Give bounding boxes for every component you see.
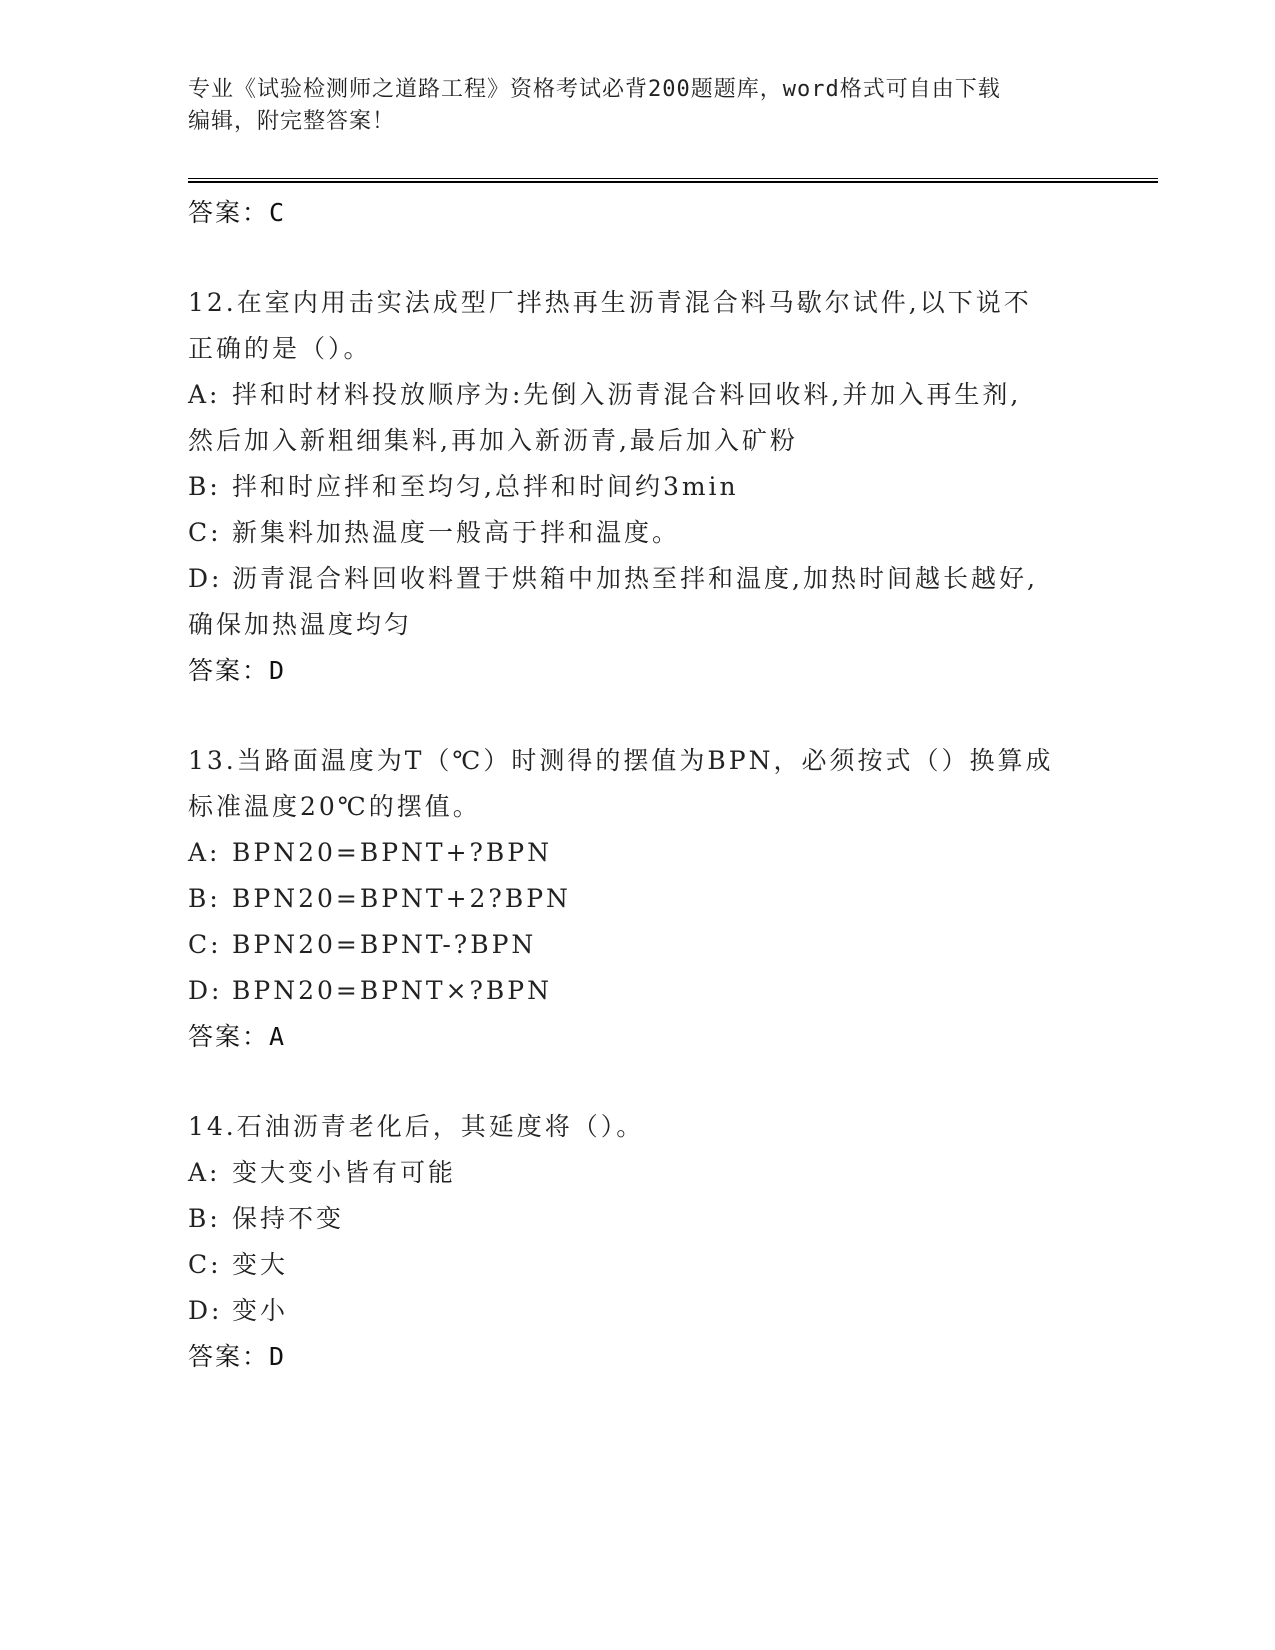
option-key: A: bbox=[188, 838, 221, 867]
option-c bbox=[188, 922, 1088, 968]
option-key: C: bbox=[188, 930, 222, 959]
question-14 bbox=[188, 1104, 1088, 1380]
option-a bbox=[188, 372, 1088, 464]
option-text: 新集料加热温度一般高于拌和温度。 bbox=[232, 518, 681, 547]
option-a bbox=[188, 1150, 1088, 1196]
option-text: 变大 bbox=[232, 1250, 289, 1279]
option-b bbox=[188, 876, 1088, 922]
option-key: C: bbox=[188, 518, 222, 547]
option-text: 沥青混合料回收料置于烘箱中加热至拌和温度,加热时间越长越好, bbox=[232, 564, 1038, 593]
option-key: C: bbox=[188, 1250, 222, 1279]
question-13 bbox=[188, 738, 1088, 1060]
question-stem-line: 14.石油沥青老化后，其延度将（）。 bbox=[188, 1112, 645, 1141]
option-key: D: bbox=[188, 564, 223, 593]
option-c bbox=[188, 510, 1088, 556]
header-line-1: 专业《试验检测师之道路工程》资格考试必背200题题库，word格式可自由下载 bbox=[188, 77, 1001, 102]
question-12 bbox=[188, 280, 1088, 694]
option-a bbox=[188, 830, 1088, 876]
option-key: A: bbox=[188, 380, 221, 409]
option-text: 保持不变 bbox=[232, 1204, 345, 1233]
option-text: BPN20=BPNT+?BPN bbox=[232, 838, 552, 867]
answer-13: 答案：A bbox=[188, 1022, 287, 1051]
option-text: 变小 bbox=[232, 1296, 289, 1325]
option-key: B: bbox=[188, 884, 221, 913]
question-stem-line: 12.在室内用击实法成型厂拌热再生沥青混合料马歇尔试件,以下说不 bbox=[188, 288, 1032, 317]
header-line-2: 编辑，附完整答案！ bbox=[188, 109, 396, 134]
option-key: B: bbox=[188, 472, 221, 501]
option-key: B: bbox=[188, 1204, 221, 1233]
option-text: 变大变小皆有可能 bbox=[232, 1158, 457, 1187]
option-text: 拌和时应拌和至均匀,总拌和时间约3min bbox=[232, 472, 739, 501]
option-d bbox=[188, 968, 1088, 1014]
option-d bbox=[188, 556, 1088, 648]
question-list bbox=[188, 190, 1088, 1380]
option-key: D: bbox=[188, 976, 223, 1005]
option-text: BPN20=BPNT+2?BPN bbox=[232, 884, 571, 913]
option-c bbox=[188, 1242, 1088, 1288]
option-key: A: bbox=[188, 1158, 221, 1187]
question-stem-line: 标准温度20℃的摆值。 bbox=[188, 792, 481, 821]
question-stem-line: 正确的是（）。 bbox=[188, 334, 372, 363]
option-d bbox=[188, 1288, 1088, 1334]
page-header bbox=[188, 74, 1088, 138]
option-text: BPN20=BPNT-?BPN bbox=[232, 930, 537, 959]
option-text-continued: 确保加热温度均匀 bbox=[188, 610, 413, 639]
option-b bbox=[188, 464, 1088, 510]
option-text-continued: 然后加入新粗细集料,再加入新沥青,最后加入矿粉 bbox=[188, 426, 798, 455]
option-text: BPN20=BPNT×?BPN bbox=[232, 976, 552, 1005]
answer-12: 答案：D bbox=[188, 656, 287, 685]
answer-14: 答案：D bbox=[188, 1342, 287, 1371]
question-stem-line: 13.当路面温度为T（℃）时测得的摆值为BPN，必须按式（）换算成 bbox=[188, 746, 1054, 775]
option-text: 拌和时材料投放顺序为:先倒入沥青混合料回收料,并加入再生剂, bbox=[232, 380, 1022, 409]
option-key: D: bbox=[188, 1296, 223, 1325]
header-divider bbox=[188, 178, 1158, 183]
previous-answer: 答案：C bbox=[188, 198, 287, 227]
option-b bbox=[188, 1196, 1088, 1242]
